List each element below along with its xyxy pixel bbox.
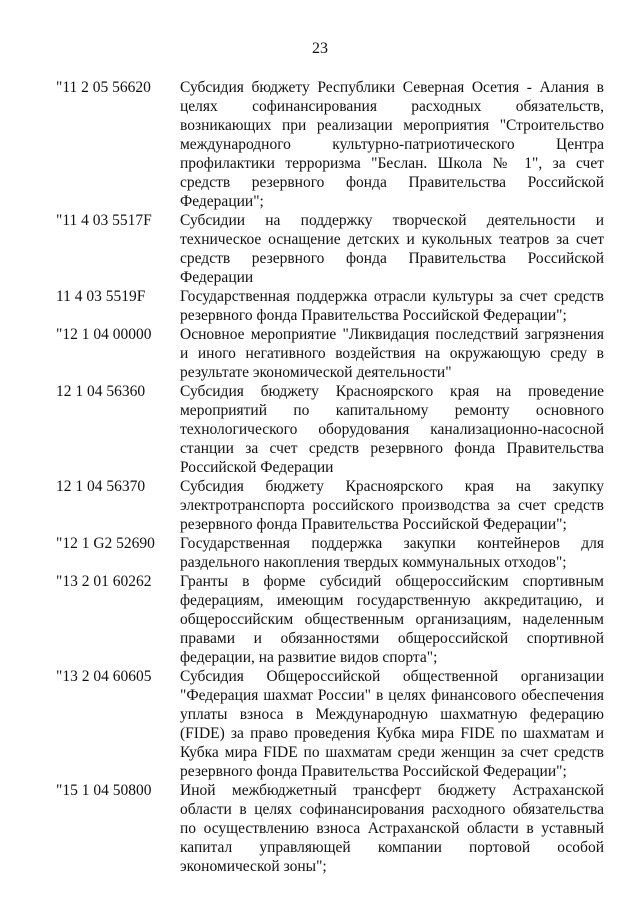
budget-code: "12 1 04 00000 <box>56 326 152 343</box>
budget-entries-list <box>56 78 604 876</box>
budget-code: "11 2 05 56620 <box>56 79 151 96</box>
budget-code: 12 1 04 56370 <box>56 478 146 495</box>
budget-description: Субсидия бюджету Красноярского края на проведение мероприятий по капитальному ремонту основного технологического оборудования канализационно-насосной станции за счет средств резервного фонда Правительства Российской Федерации <box>180 383 604 476</box>
list-item <box>56 667 604 781</box>
list-item <box>56 477 604 534</box>
budget-code: "11 4 03 5517F <box>56 212 152 229</box>
budget-code: 11 4 03 5519F <box>56 288 146 305</box>
budget-description: Субсидия Общероссийской общественной организации "Федерация шахмат России" в целях финансового обеспечения уплаты взноса в Международную шахматную федерацию (FIDE) за право проведения Кубка мира FIDE по шахматам и Кубка мира FIDE по шахматам среди женщин за счет средств резервного фонда Правительства Российской Федерации"; <box>180 668 604 780</box>
budget-code: "15 1 04 50800 <box>56 782 152 799</box>
list-item <box>56 572 604 667</box>
list-item <box>56 781 604 876</box>
budget-description: Субсидия бюджету Республики Северная Осетия - Алания в целях софинансирования расходных обязательств, возникающих при реализации мероприятия "Строительство международного культурно-патриотического Центра профилактики терроризма "Беслан. Школа № 1", за счет средств резервного фонда Правительства Российской Федерации"; <box>180 79 604 210</box>
page-number: 23 <box>312 40 328 57</box>
budget-description: Субсидии на поддержку творческой деятельности и техническое оснащение детских и кукольных театров за счет средств резервного фонда Правительства Российской Федерации <box>180 212 604 286</box>
list-item <box>56 534 604 572</box>
list-item <box>56 325 604 382</box>
budget-code: "13 2 01 60262 <box>56 573 152 590</box>
list-item <box>56 382 604 477</box>
budget-description: Государственная поддержка закупки контейнеров для раздельного накопления твердых коммунальных отходов"; <box>180 535 604 571</box>
budget-code: "13 2 04 60605 <box>56 668 152 685</box>
budget-code: "12 1 G2 52690 <box>56 535 155 552</box>
budget-description: Субсидия бюджету Красноярского края на закупку электротранспорта российского производства за счет средств резервного фонда Правительства Российской Федерации"; <box>180 478 604 533</box>
list-item <box>56 211 604 287</box>
list-item <box>56 287 604 325</box>
budget-code: 12 1 04 56360 <box>56 383 146 400</box>
budget-description: Гранты в форме субсидий общероссийским спортивным федерациям, имеющим государственную аккредитацию, и общероссийским общественным организациям, наделенным правами и обязанностями общероссийской спортивной федерации, на развитие видов спорта"; <box>180 573 604 666</box>
list-item <box>56 78 604 211</box>
budget-description: Государственная поддержка отрасли культуры за счет средств резервного фонда Правительства Российской Федерации"; <box>180 288 604 324</box>
budget-description: Иной межбюджетный трансферт бюджету Астраханской области в целях софинансирования расходного обязательства по осуществлению взноса Астраханской области в уставный капитал управляющей компании портовой особой экономической зоны"; <box>180 782 604 875</box>
budget-description: Основное мероприятие "Ликвидация последствий загрязнения и иного негативного воздействия на окружающую среду в результате экономической деятельности" <box>180 326 604 381</box>
